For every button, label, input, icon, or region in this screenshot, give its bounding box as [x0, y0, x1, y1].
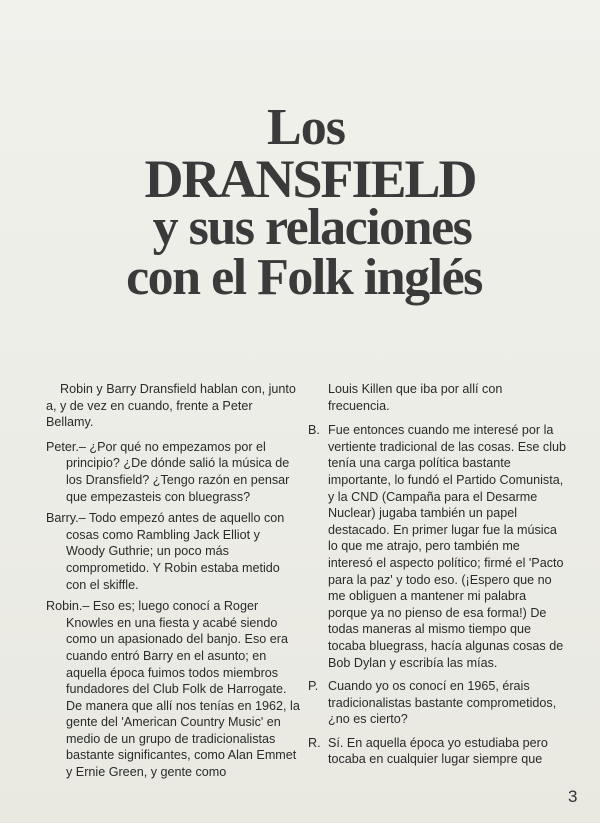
dialogue-entry-r	[308, 735, 566, 768]
intro-paragraph: Robin y Barry Dransfield hablan con, junto a, y de vez en cuando, frente a Peter Bellamy.	[46, 382, 296, 430]
speaker-label: Peter.–	[46, 439, 90, 454]
dialogue-entry-robin	[46, 598, 301, 781]
speaker-label: B.	[308, 423, 320, 438]
speaker-label: P.	[308, 679, 319, 694]
left-column	[46, 381, 301, 786]
title-line-1: Los	[267, 99, 345, 156]
dialogue-text: Todo empezó antes de aquello con cosas como Rambling Jack Elliot y Woody Guthrie; un poco más comprometido. Y Robin estaba metido con el skiffle.	[66, 511, 285, 592]
speaker-label: Robin.–	[46, 599, 93, 614]
speaker-label: R.	[308, 735, 321, 750]
dialogue-text: Fue entonces cuando me interesé por la vertiente tradicional de las cosas. Ese club tenía una carga política bastante importante, lo fundó el Partido Comunista, y la CND (Campaña para el Desarme Nuclear) jugaba también un papel destacado. En primer lugar fue la música lo que me atrajo, pero también me interesó el aspecto político; firmé el 'Pacto para la paz' y todo eso. (¡Espero que no me obliguen a mantener mi palabra porque ya no pienso de esa forma!) De todas maneras al mismo tiempo que tocaba bluegrass, hacía algunas cosas de Bob Dylan y escribía las mías.	[328, 423, 567, 670]
speaker-label: Barry.–	[46, 511, 89, 526]
dialogue-text: ¿Por qué no empezamos por el principio? ¿De dónde salió la música de los Dransfield? ¿Tengo razón en pensar que empezasteis con bluegrass?	[66, 439, 290, 504]
dialogue-entry-p	[308, 678, 566, 728]
dialogue-text: Sí. En aquella época yo estudiaba pero tocaba en cualquier lugar siempre que	[328, 735, 548, 767]
dialogue-entry-barry	[46, 510, 301, 593]
title-line-4: con el Folk inglés	[126, 249, 482, 306]
dialogue-text: Cuando yo os conocí en 1965, érais tradicionalistas bastante comprometidos, ¿no es cierto?	[328, 679, 557, 727]
dialogue-text: Eso es; luego conocí a Roger Knowles en una fiesta y acabé siendo como un apasionado del banjo. Eso era cuando entró Barry en el asunto; en aquella época fuimos todos miembros fundadores del Club Folk de Harrogate. De manera que allí nos tenías en 1962, la gente del 'American Country Music' en medio de un grupo de tradicionalistas bastante significantes, como Alan Emmet y Ernie Green, y gente como	[66, 599, 300, 780]
dialogue-entry-b	[308, 422, 566, 671]
continuation-paragraph: Louis Killen que iba por allí con frecuencia.	[328, 382, 503, 413]
page-number: 3	[568, 787, 578, 806]
title-line-3: y sus relaciones	[152, 199, 472, 256]
dialogue-entry-peter	[46, 439, 301, 505]
title-line-2: DRANSFIELD	[144, 149, 476, 209]
right-column	[308, 381, 566, 775]
